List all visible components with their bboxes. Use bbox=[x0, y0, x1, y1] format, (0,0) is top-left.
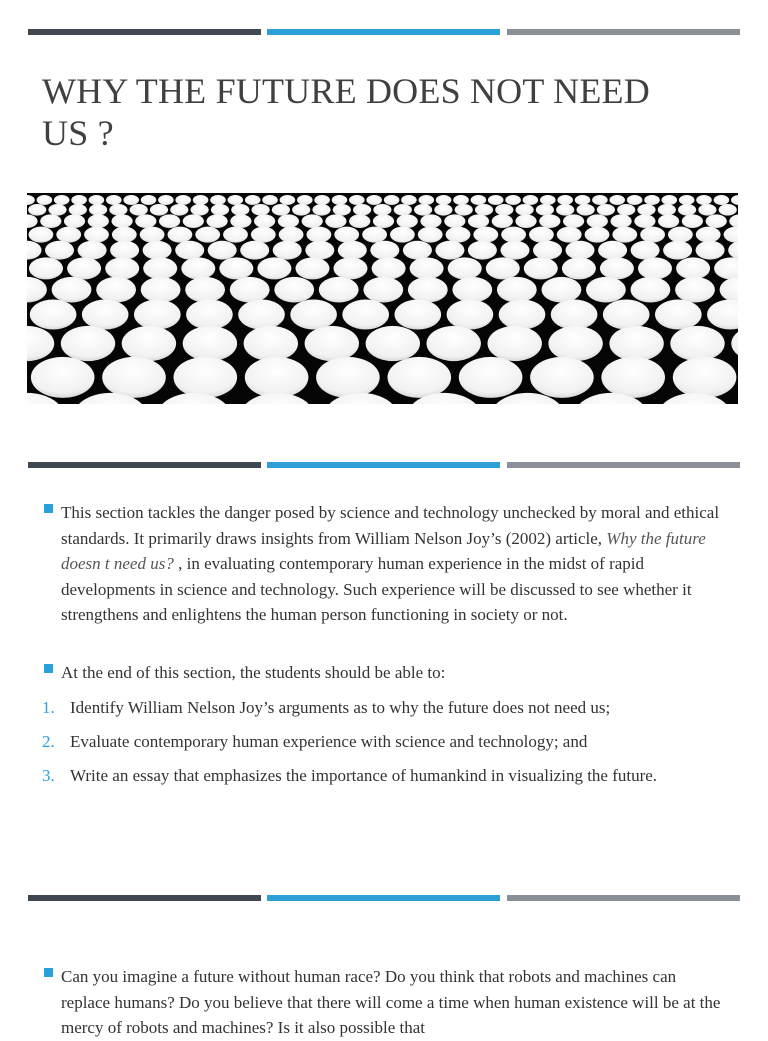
question-paragraph: Can you imagine a future without human race? Do you think that robots and machines can replace humans? Do you believe that there will come a time when human existence will be at the mercy of robots and machines? Is it also possible that bbox=[61, 967, 721, 1037]
divider-segment-gray bbox=[507, 462, 740, 468]
article-title-italic: Why the future doesn t need us? bbox=[61, 528, 706, 573]
objective-text: Write an essay that emphasizes the importance of humankind in visualizing the future. bbox=[70, 766, 658, 785]
objective-item bbox=[42, 729, 710, 755]
intro-paragraph bbox=[61, 500, 721, 628]
question-bullet bbox=[44, 964, 721, 1041]
square-bullet-icon bbox=[44, 968, 53, 977]
intro-text-part2: , in evaluating contemporary human experience in the midst of rapid developments in science and technology. Such experience will be discussed to see whether it strengthens and enlightens the human person functioning in society or not. bbox=[61, 554, 692, 624]
slide-divider-bottom bbox=[28, 895, 740, 901]
objective-text: Identify William Nelson Joy’s arguments as to why the future does not need us; bbox=[70, 698, 611, 717]
divider-segment-blue bbox=[267, 29, 500, 35]
divider-segment-dark bbox=[28, 895, 261, 901]
objective-text: Evaluate contemporary human experience with science and technology; and bbox=[70, 732, 588, 751]
square-bullet-icon bbox=[44, 664, 53, 673]
divider-segment-gray bbox=[507, 29, 740, 35]
objectives-lead-bullet bbox=[44, 660, 721, 686]
objective-number: 3. bbox=[42, 766, 55, 785]
objectives-lead-text: At the end of this section, the students should be able to: bbox=[61, 663, 446, 682]
slide-title: WHY THE FUTURE DOES NOT NEED US ? bbox=[42, 71, 650, 153]
divider-segment-dark bbox=[28, 29, 261, 35]
square-bullet-icon bbox=[44, 504, 53, 513]
slide-divider-top bbox=[28, 29, 740, 35]
hero-image-white-discs bbox=[27, 193, 738, 404]
objective-number: 1. bbox=[42, 698, 55, 717]
objective-item bbox=[42, 695, 710, 721]
intro-text-part1: This section tackles the danger posed by science and technology unchecked by moral and ethical standards. It primarily draws insights from William Nelson Joy’s (2002) article, bbox=[61, 503, 720, 548]
intro-bullet bbox=[44, 500, 721, 628]
objective-item bbox=[42, 763, 710, 789]
divider-segment-blue bbox=[267, 895, 500, 901]
slide-divider-middle bbox=[28, 462, 740, 468]
divider-segment-dark bbox=[28, 462, 261, 468]
objective-number: 2. bbox=[42, 732, 55, 751]
divider-segment-blue bbox=[267, 462, 500, 468]
divider-segment-gray bbox=[507, 895, 740, 901]
